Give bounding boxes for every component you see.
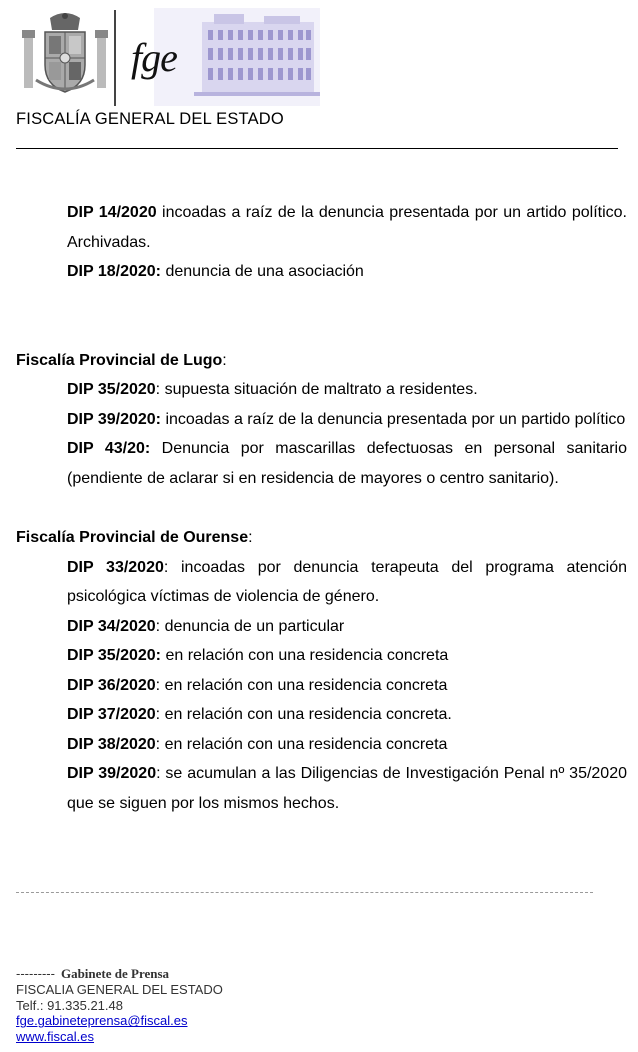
entry-ourense-dip-33: DIP 33/2020: incoadas por denuncia terapeuta del programa atención psicológica víctimas de violencia de género. [67, 558, 628, 605]
section-heading-lugo: Fiscalía Provincial de Lugo: [16, 351, 227, 369]
entry-dip-14: DIP 14/2020 incoadas a raíz de la denuncia presentada por un artido político. Archivadas. [67, 204, 627, 251]
entry-ourense-dip-37: DIP 37/2020: en relación con una residencia concreta. [67, 706, 452, 723]
footer-email-link[interactable]: fge.gabineteprensa@fiscal.es [16, 1013, 188, 1029]
header-rule [16, 148, 618, 149]
entry-ourense-dip-38: DIP 38/2020: en relación con una residencia concreta [67, 735, 448, 753]
entry-lugo-dip-35: DIP 35/2020: supuesta situación de maltrato a residentes. [67, 381, 478, 398]
entry-dip-18: DIP 18/2020: denuncia de una asociación [67, 263, 364, 280]
entry-ourense-dip-39: DIP 39/2020: se acumulan a las Diligencias de Investigación Penal nº 35/2020 que se siguen por los mismos hechos. [67, 765, 628, 812]
fge-logo: fge [131, 35, 177, 80]
entry-ourense-dip-35: DIP 35/2020: en relación con una residencia concreta [67, 647, 449, 664]
section-heading-ourense: Fiscalía Provincial de Ourense: [16, 529, 253, 546]
footer-divider [16, 892, 593, 893]
entry-lugo-dip-39: DIP 39/2020: incoadas a raíz de la denuncia presentada por un partido político [67, 410, 626, 428]
coat-of-arms-icon [20, 10, 110, 100]
logo-divider [114, 10, 116, 106]
entry-lugo-dip-43: DIP 43/20: Denuncia por mascarillas defectuosas en personal sanitario (pendiente de aclarar si en residencia de mayores o centro sanitario). [67, 440, 627, 487]
document-body [16, 198, 627, 818]
footer-phone: Telf.: 91.335.21.48 [16, 997, 123, 1013]
footer-office-line: --------- Gabinete de Prensa [16, 966, 170, 981]
building-image [154, 8, 320, 106]
footer-website-link[interactable]: www.fiscal.es [16, 1029, 95, 1045]
organization-title: FISCALÍA GENERAL DEL ESTADO [16, 110, 284, 128]
press-contact-footer [16, 966, 223, 1045]
footer-organization: FISCALIA GENERAL DEL ESTADO [16, 981, 223, 997]
entry-ourense-dip-34: DIP 34/2020: denuncia de un particular [67, 617, 345, 635]
letterhead [0, 0, 638, 160]
footer-office: Gabinete de Prensa [60, 966, 170, 981]
entry-ourense-dip-36: DIP 36/2020: en relación con una residencia concreta [67, 676, 448, 694]
